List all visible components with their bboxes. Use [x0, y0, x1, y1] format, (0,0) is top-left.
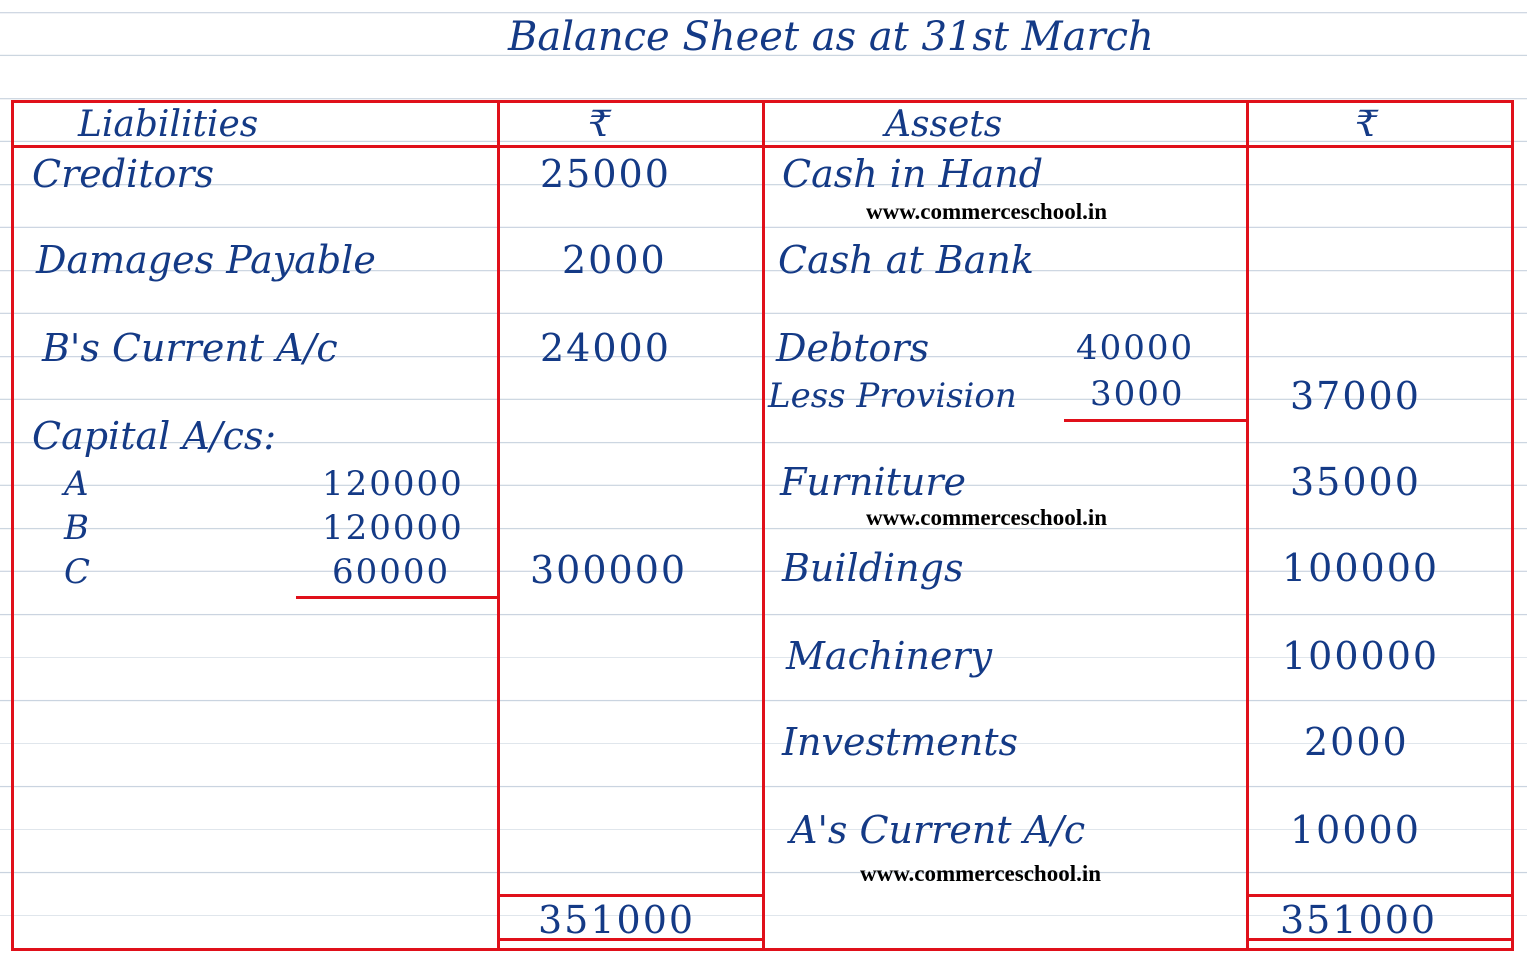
- cash-in-hand-label: Cash in Hand: [782, 152, 1044, 196]
- debtors-label: Debtors: [776, 326, 930, 370]
- net-debtors-amount: 37000: [1290, 374, 1421, 418]
- buildings-label: Buildings: [782, 546, 964, 590]
- col-divider-1: [497, 100, 500, 951]
- capital-label: Capital A/cs:: [32, 414, 277, 458]
- left-border: [11, 100, 14, 951]
- partner-b-name: B: [64, 508, 89, 548]
- investments-amount: 2000: [1304, 720, 1409, 764]
- watermark-2: www.commerceschool.in: [866, 505, 1108, 530]
- col-divider-3: [1246, 100, 1249, 951]
- partner-c-name: C: [64, 552, 91, 592]
- header-amount-left: ₹: [588, 104, 611, 145]
- cash-at-bank-label: Cash at Bank: [778, 238, 1034, 282]
- watermark-1: www.commerceschool.in: [866, 199, 1108, 224]
- debtors-amount: 40000: [1076, 328, 1195, 368]
- machinery-amount: 100000: [1282, 634, 1440, 678]
- header-amount-right: ₹: [1355, 104, 1378, 145]
- header-liabilities: Liabilities: [78, 104, 259, 145]
- partner-c-amount: 60000: [332, 552, 451, 592]
- partner-b-amount: 120000: [322, 508, 464, 548]
- watermark-3: www.commerceschool.in: [860, 861, 1102, 886]
- furniture-amount: 35000: [1290, 460, 1421, 504]
- assets-total: 351000: [1280, 898, 1438, 942]
- furniture-label: Furniture: [780, 460, 967, 504]
- left-total-top-line: [497, 894, 765, 897]
- machinery-label: Machinery: [786, 634, 993, 678]
- header-assets: Assets: [885, 104, 1003, 145]
- capital-underline: [296, 596, 500, 599]
- a-current-amount: 10000: [1290, 808, 1421, 852]
- provision-label: Less Provision: [768, 376, 1017, 416]
- creditors-label: Creditors: [32, 152, 215, 196]
- damages-payable-amount: 2000: [562, 238, 667, 282]
- investments-label: Investments: [782, 720, 1018, 764]
- partner-a-amount: 120000: [322, 464, 464, 504]
- damages-payable-label: Damages Payable: [36, 238, 376, 282]
- right-total-top-line: [1246, 894, 1514, 897]
- col-divider-2: [762, 100, 765, 951]
- provision-underline: [1064, 419, 1248, 422]
- capital-total-amount: 300000: [530, 548, 688, 592]
- page-title: Balance Sheet as at 31st March: [508, 14, 1154, 60]
- buildings-amount: 100000: [1282, 546, 1440, 590]
- b-current-amount: 24000: [540, 326, 671, 370]
- creditors-amount: 25000: [540, 152, 671, 196]
- b-current-label: B's Current A/c: [42, 326, 338, 370]
- liabilities-total: 351000: [538, 898, 696, 942]
- partner-a-name: A: [64, 464, 89, 504]
- a-current-label: A's Current A/c: [790, 808, 1086, 852]
- provision-amount: 3000: [1090, 374, 1185, 414]
- right-border: [1511, 100, 1514, 951]
